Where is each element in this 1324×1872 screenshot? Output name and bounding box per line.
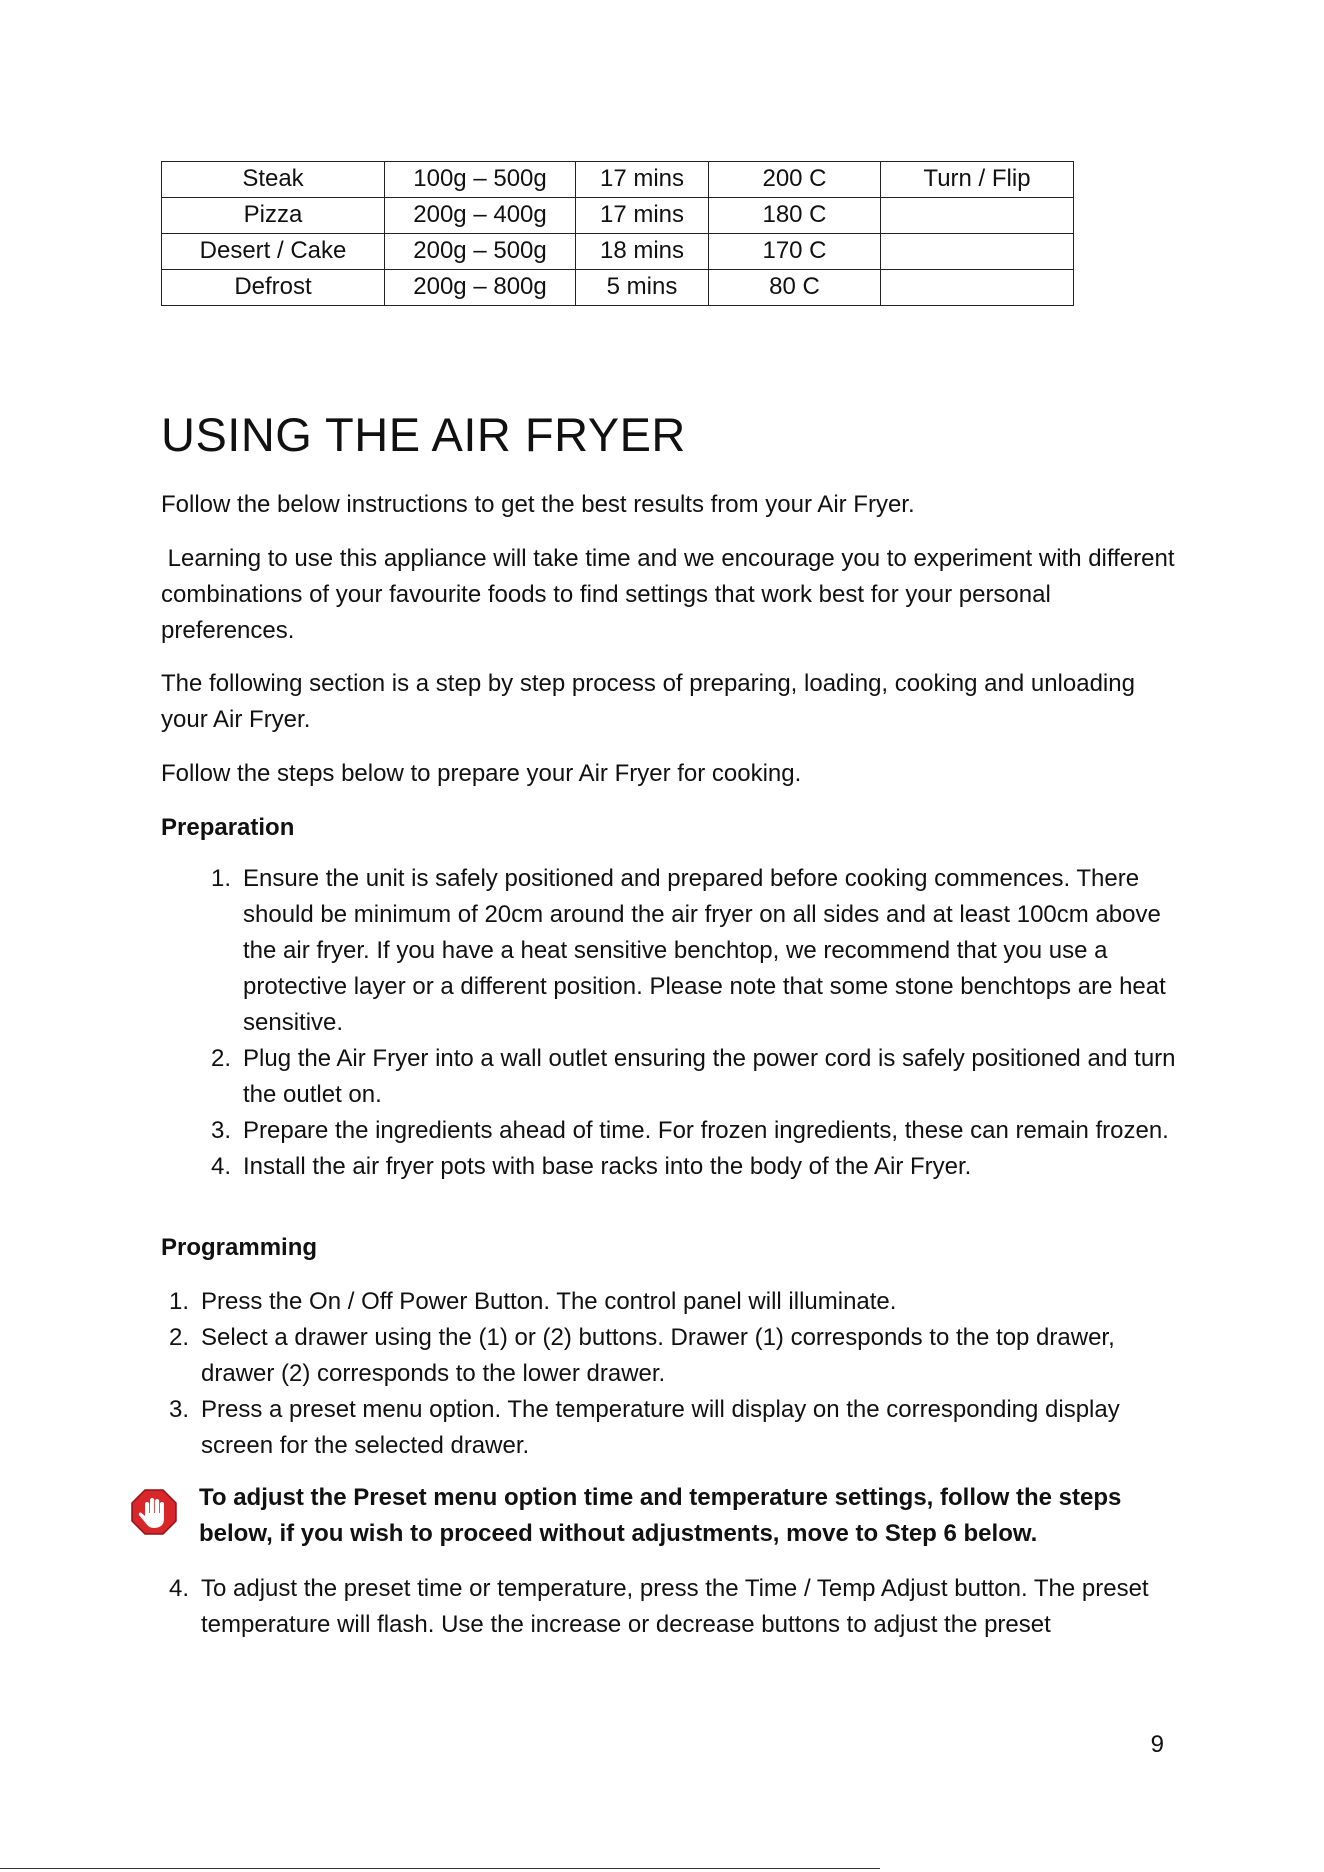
step-text: Install the air fryer pots with base racks into the body of the Air Fryer. <box>243 1153 972 1180</box>
table-cell: 17 mins <box>576 198 709 234</box>
table-cell: Desert / Cake <box>162 234 385 270</box>
table-cell: 80 C <box>709 270 881 306</box>
table-row <box>162 234 1074 270</box>
table-cell: 200g – 500g <box>385 234 576 270</box>
list-item <box>203 861 1183 1041</box>
step-text: To adjust the preset time or temperature, press the Time / Temp Adjust button. The preset temperature will flash. Use the increase or decrease buttons to adjust the preset <box>201 1575 1149 1638</box>
step-number: 1. <box>168 1288 189 1315</box>
intro-paragraph: The following section is a step by step process of preparing, loading, cooking and unloading your Air Fryer. <box>161 670 1135 733</box>
list-item <box>203 1041 1183 1113</box>
list-item <box>203 1149 1183 1185</box>
list-item <box>161 1284 1161 1320</box>
table-cell: 200 C <box>709 162 881 198</box>
step-number: 4. <box>168 1575 189 1602</box>
table-cell: 17 mins <box>576 162 709 198</box>
programming-steps <box>161 1284 1161 1464</box>
programming-steps-continued <box>161 1571 1171 1643</box>
step-number: 1. <box>210 865 231 892</box>
table-row <box>162 270 1074 306</box>
section-heading-preparation: Preparation <box>161 814 295 841</box>
table-cell <box>881 234 1074 270</box>
intro-paragraph: Follow the below instructions to get the best results from your Air Fryer. <box>161 491 915 518</box>
stop-hand-icon <box>131 1489 177 1535</box>
step-text: Plug the Air Fryer into a wall outlet ensuring the power cord is safely positioned and turn the outlet on. <box>243 1045 1176 1108</box>
section-heading-programming: Programming <box>161 1234 318 1261</box>
step-number: 3. <box>210 1117 231 1144</box>
table-cell <box>881 198 1074 234</box>
table-cell: Turn / Flip <box>881 162 1074 198</box>
step-number: 3. <box>168 1396 189 1423</box>
list-item <box>161 1571 1171 1643</box>
step-text: Press the On / Off Power Button. The control panel will illuminate. <box>201 1288 897 1315</box>
table-row <box>162 198 1074 234</box>
table-cell: Defrost <box>162 270 385 306</box>
step-number: 2. <box>210 1045 231 1072</box>
table-cell: Pizza <box>162 198 385 234</box>
table-cell: Steak <box>162 162 385 198</box>
step-text: Press a preset menu option. The temperature will display on the corresponding display screen for the selected drawer. <box>201 1396 1120 1459</box>
table-cell: 170 C <box>709 234 881 270</box>
step-text: Prepare the ingredients ahead of time. For frozen ingredients, these can remain frozen. <box>243 1117 1169 1144</box>
step-number: 4. <box>210 1153 231 1180</box>
table-cell: 200g – 800g <box>385 270 576 306</box>
step-text: Select a drawer using the (1) or (2) buttons. Drawer (1) corresponds to the top drawer, drawer (2) corresponds to the lower drawer. <box>201 1324 1115 1387</box>
list-item <box>203 1113 1183 1149</box>
table-cell: 100g – 500g <box>385 162 576 198</box>
table-row <box>162 162 1074 198</box>
page-number: 9 <box>1150 1731 1164 1758</box>
page-title: USING THE AIR FRYER <box>161 408 686 461</box>
cooking-presets-table <box>161 161 1074 306</box>
list-item <box>161 1392 1161 1464</box>
intro-paragraph: Follow the steps below to prepare your Air Fryer for cooking. <box>161 760 802 787</box>
table-cell: 18 mins <box>576 234 709 270</box>
list-item <box>161 1320 1161 1392</box>
table-cell: 180 C <box>709 198 881 234</box>
preparation-steps <box>203 861 1183 1185</box>
step-number: 2. <box>168 1324 189 1351</box>
intro-paragraph: Learning to use this appliance will take time and we encourage you to experiment with different combinations of your favourite foods to find settings that work best for your personal preferences. <box>161 545 1182 644</box>
table-cell <box>881 270 1074 306</box>
footer-divider <box>0 1868 880 1869</box>
table-cell: 200g – 400g <box>385 198 576 234</box>
table-cell: 5 mins <box>576 270 709 306</box>
adjustment-warning: To adjust the Preset menu option time and temperature settings, follow the steps below, if you wish to proceed without adjustments, move to Step 6 below. <box>199 1484 1122 1547</box>
step-text: Ensure the unit is safely positioned and prepared before cooking commences. There should be minimum of 20cm around the air fryer on all sides and at least 100cm above the air fryer. If you have a heat sensitive benchtop, we recommend that you use a protective layer or a different position. Please note that some stone benchtops are heat sensitive. <box>243 865 1166 1036</box>
